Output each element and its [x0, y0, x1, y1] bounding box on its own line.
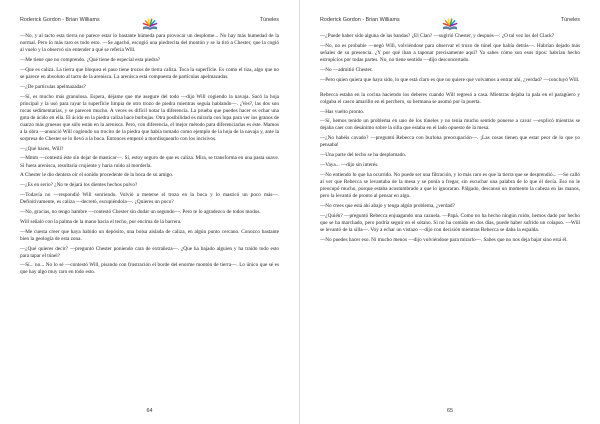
paragraph: —¿De partículas apelmazadas? — [20, 83, 86, 90]
paragraph: —Pero quien quiera que haya sido, lo que está claro es que no quiere que volvamos a entrar ahí, ¿verdad? —concluyó Will. — [320, 76, 580, 83]
paragraph: —Sí, hemos tenido un problema en uno de los túneles y no tenía mucho sentido ponerse a cavar —explicó mientras se dejaba caer con desánimo sobre la silla que estaba en el lado opuesto de la mesa. — [320, 118, 580, 132]
paragraph: —Una parte del techo se ha desplomado. — [320, 152, 407, 159]
paragraph: —No puedes hacer eso. Ni mucho menos —dijo volviéndose para mirarlo—. Sabes que no nos deja bajar sino está él. — [320, 236, 568, 243]
paragraph: —Que es caliza. La tierra que bloquea el paso tiene trozos de tierra caliza. Toca la superficie. Es como el tiza, algo que no se parece en absoluto al tacto de la arenisca. La arenisca está compuesta de partículas apelmazadas. — [20, 66, 279, 80]
paragraph: —No entiendo lo que ha ocurrido. No puede ser una filtración, y lo más raro es que la tierra que se desprendió... —Se calló al ver que Rebecca se levantaba de la mesa y se ponía a fregar, sin escuchar una palabra de lo que él decía. Eso no le preocupó mucho, porque estaba acostumbrado a que lo ignoraran. Pálgado, descansó un momento la cabeza en las manos, pero la levantó de pronto al pensar en algo. — [320, 171, 580, 200]
paragraph: —¿Qué haces, Will? — [20, 145, 64, 152]
paragraph: —¿Puede haber sido alguna de las bandas? ¿El Clan? —sugirió Chester, y después—: ¿O tal vez los del Clack? — [320, 33, 555, 39]
header-author: Roderick Gordon - Brian Williams — [20, 17, 100, 23]
page-body — [320, 33, 580, 398]
paragraph: —No, gracias, no tengo hambre —contestó Chester sin dudar un segundo—. Pero te lo agradezco de todos modos. — [20, 208, 261, 215]
paragraph: —¿Quién? —preguntó Rebecca enjuagando una cazuela. —Papá. Como no ha hecho ningún ruido, hemos dado por hecho que se ha marchado, pero podría seguir en el sótano. Si no ha comido en dos días, puede haber sufrido un colapso. —Will se levantó de la silla—. Voy a echar un vistazo —dijo con decisión mientras Rebecca se daba la espalda. — [320, 212, 580, 233]
page-number: 64 — [146, 408, 153, 414]
paragraph: A Chester le dio dentera oír el sonido procedente de la boca de su amigo. — [20, 172, 174, 179]
paragraph: —¿Qué quieres decir? —preguntó Chester poniendo cara de extrañeza—. ¿Que ha bajado alguien y ha traído todo esto para tapar el túnel? — [20, 245, 279, 259]
open-book-logo-icon — [141, 17, 159, 31]
paragraph: —Sí... no... No lo sé —contestó Will, pisando con frustración el borde del enorme montón de tierra—. Lo único que sé es que hay algo muy raro en todo esto. — [20, 262, 279, 276]
page-header — [320, 17, 580, 29]
header-title: Túneles — [560, 17, 580, 23]
paragraph: —¿Es en serio? ¿No te dejará los dientes hechos polvo? — [20, 182, 138, 189]
paragraph: —Sí, es mucho más granulosa. Espera, déjame que me asegure del todo —dijo Will cogiendo la navaja. Sacó la hoja principal y la usó para rayar la superficie limpia de otro trozo de piedra mientras seguía hablando—. ¿Ves?, las dos son rocas sedimentarias, y se parecen mucho. A veces es difícil notar la diferencia. La prueba que puedes hacer es echar una gota de ácido en ella. El ácido en la piedra caliza hace burbujas. Otra posibilidad es mirarla con lupa para ver los granos de cuarzo más gruesos que sólo están en la arenisca. Pero, con diferencia, el mejor método para diferenciarlas es éste. Mamos a la obra —anunció Will cogiendo un trocito de la piedra que había tomado como ejemplo de la hoja de la navaja y, ante la sorpresa de Chester se lo llevó a la boca. Entonces empezó a mordisquearlo con los incisivos. — [20, 93, 279, 142]
paragraph: —Vaya... —dijo sin interés. — [320, 162, 379, 169]
page-header — [20, 17, 279, 29]
paragraph: —¿No habéis cavado? —preguntó Rebecca con burlona preocupación—. ¡Las cosas tienen que estar peor de lo que yo pensaba! — [320, 135, 580, 149]
right-page — [300, 0, 600, 424]
paragraph: Will señaló con la palma de la mano hacia el techo, por encima de la barrera. — [20, 218, 182, 225]
paragraph: —Me tiene que no comprendo. ¿Qué tiene de especial esta piedra? — [20, 56, 161, 63]
paragraph: —Has vuelto pronto. — [320, 108, 365, 115]
open-book-logo-icon — [441, 17, 459, 31]
paragraph: —No —admitió Chester. — [320, 66, 373, 73]
paragraph: —Me cuesta creer que haya habido un depósito, una bolsa aislada de caliza, en algún punto cercano. Conozco bastante bien la geología de esta zona. — [20, 228, 279, 242]
paragraph: —Todavía no —respondió Will sonriendo. Volvió a meterse el trozo en la boca y lo masticó un poco más—. Definitivamente, es caliza —decretó, escupiéndola—. ¿Quieres un poco? — [20, 192, 279, 206]
paragraph: —No, y al tacto esta tierra no parece estar lo bastante húmeda para provocar un desplome... No hay más humedad de la normal. Pero lo más raro es todo esto. —Se agachó, escogió una piedrecita del montón y se la tiró a Chester, que la cogió al vuelo y la observó sin entender a qué se refería Will. — [20, 33, 279, 54]
paragraph: Rebecca estaba en la cocina haciendo los deberes cuando Will regresó a casa. Mientras dejaba la pala en el paragüero y colgaba el casco amarillo en el perchero, su hermana se asomó por la puerta. — [320, 91, 580, 105]
page-number: 65 — [447, 408, 453, 414]
header-title: Túneles — [259, 17, 279, 23]
page-body — [20, 33, 279, 398]
header-author: Roderick Gordon - Brian Williams — [320, 17, 400, 23]
paragraph: —No crees que está ahí abajo y tenga algún problema, ¿verdad? — [320, 202, 455, 209]
paragraph: —Mmm —contestó éste sin dejar de masticar—. Sí, estoy seguro de que es caliza. Mira, se transforma en una pasta suave. Si fuera arenisca, resultaría crujiente y haría ruido al morderla. — [20, 155, 279, 169]
paragraph: —No, no es probable —negó Will, volviéndose para observar el trozo de túnel que había detrás—. Habrían dejado más señales de su presencia. ¿Y por qué iban a taponar precisamente aquí? Ya sabes cómo son esos tipos: habrían hecho estropicios por todas partes. No, no tiene sentido —dijo desconcertado. — [320, 42, 580, 63]
